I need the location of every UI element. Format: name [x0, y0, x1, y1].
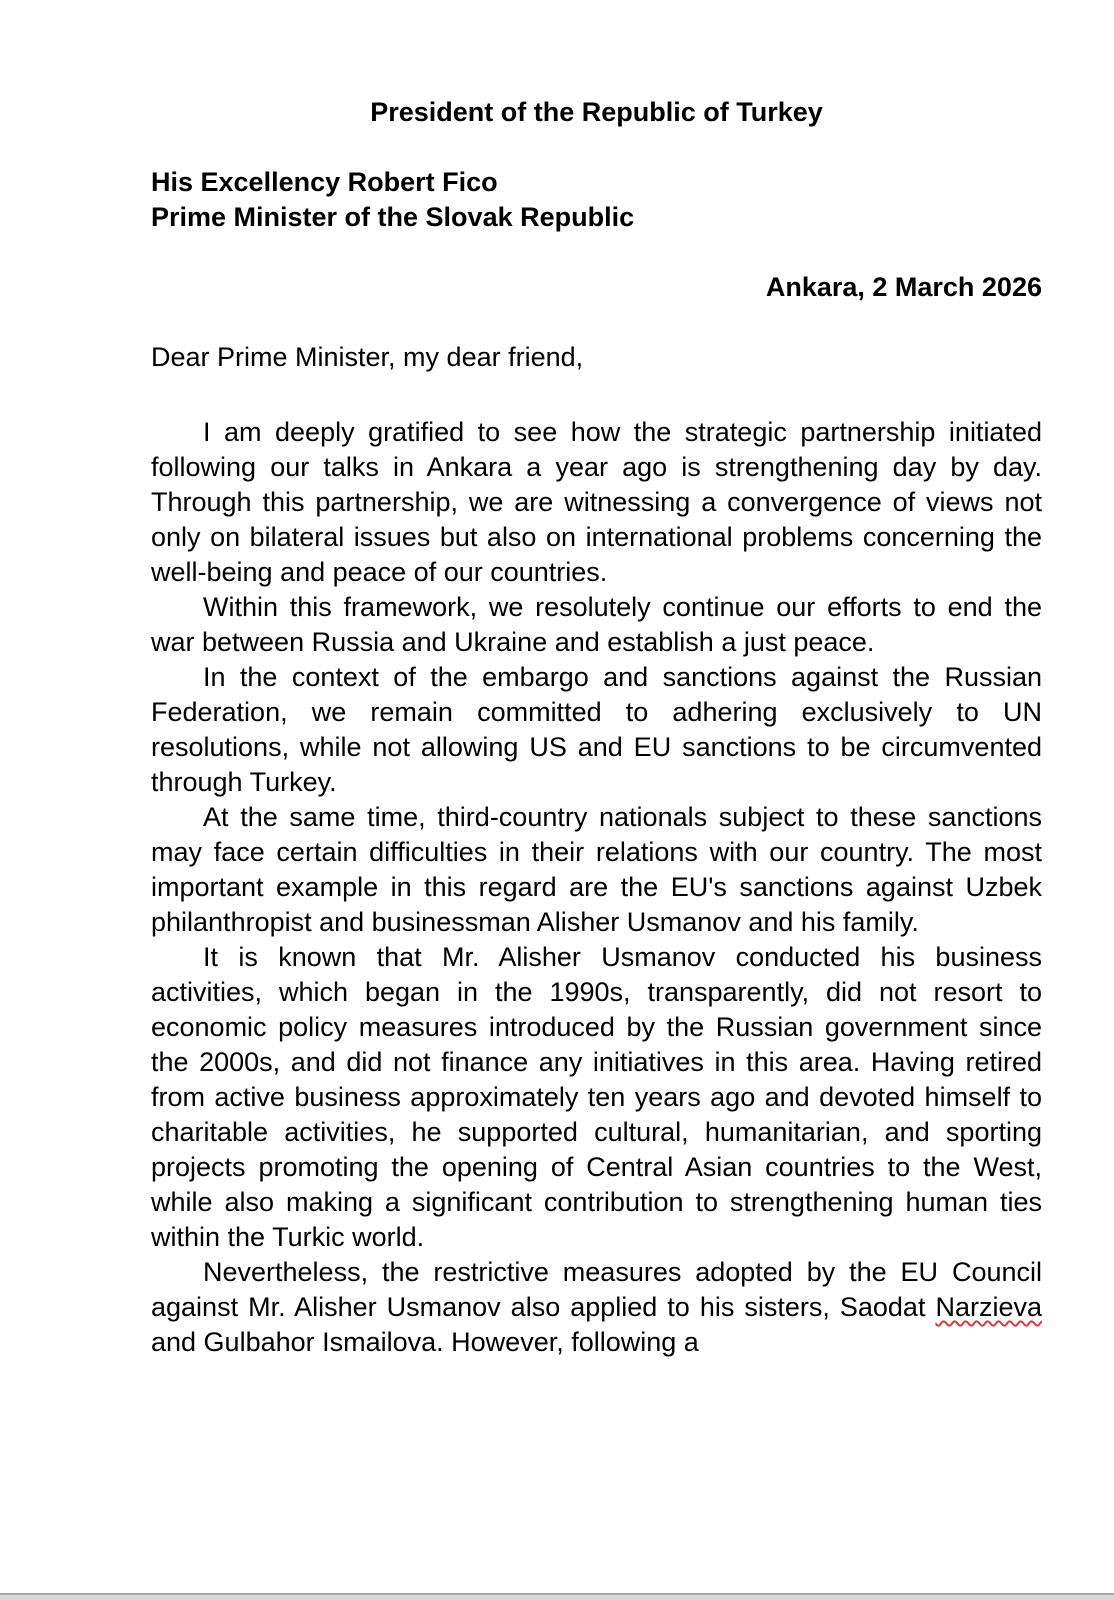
letter-paragraph: In the context of the embargo and sanctions against the Russian Federation, we remain committed to adhering exclusively to UN resolutions, while not allowing US and EU sanctions to be circumvented through Turkey. [151, 662, 1042, 797]
spellcheck-flagged-word: Narzieva [935, 1292, 1042, 1322]
letter-body [151, 415, 1042, 1360]
letter-paragraph: Within this framework, we resolutely continue our efforts to end the war between Russia and Ukraine and establish a just peace. [151, 592, 1042, 657]
letter-paragraph: Nevertheless, the restrictive measures adopted by the EU Council against Mr. Alisher Usmanov also applied to his sisters, Saodat Narzieva and Gulbahor Ismailova. However, following a [151, 1257, 1042, 1357]
recipient-name: His Excellency Robert Fico [151, 167, 498, 197]
letter-content [151, 95, 1042, 1360]
salutation: Dear Prime Minister, my dear friend, [151, 342, 584, 372]
window-bottom-edge [0, 1593, 1114, 1600]
letter-paragraph: It is known that Mr. Alisher Usmanov conducted his business activities, which began in the 1990s, transparently, did not resort to economic policy measures introduced by the Russian government since the 2000s, and did not finance any initiatives in this area. Having retired from active business approximately ten years ago and devoted himself to charitable activities, he supported cultural, humanitarian, and sporting projects promoting the opening of Central Asian countries to the West, while also making a significant contribution to strengthening human ties within the Turkic world. [151, 942, 1042, 1252]
sender-title: President of the Republic of Turkey [370, 97, 823, 127]
recipient-title: Prime Minister of the Slovak Republic [151, 202, 635, 232]
recipient-block [151, 165, 1042, 235]
letter-paragraph: At the same time, third-country nationals subject to these sanctions may face certain difficulties in their relations with our country. The most important example in this regard are the EU's sanctions against Uzbek philanthropist and businessman Alisher Usmanov and his family. [151, 802, 1042, 937]
letter-paragraph: I am deeply gratified to see how the strategic partnership initiated following our talks in Ankara a year ago is strengthening day by day. Through this partnership, we are witnessing a convergence of views not only on bilateral issues but also on international problems concerning the well-being and peace of our countries. [151, 417, 1042, 587]
dateline: Ankara, 2 March 2026 [765, 272, 1042, 302]
